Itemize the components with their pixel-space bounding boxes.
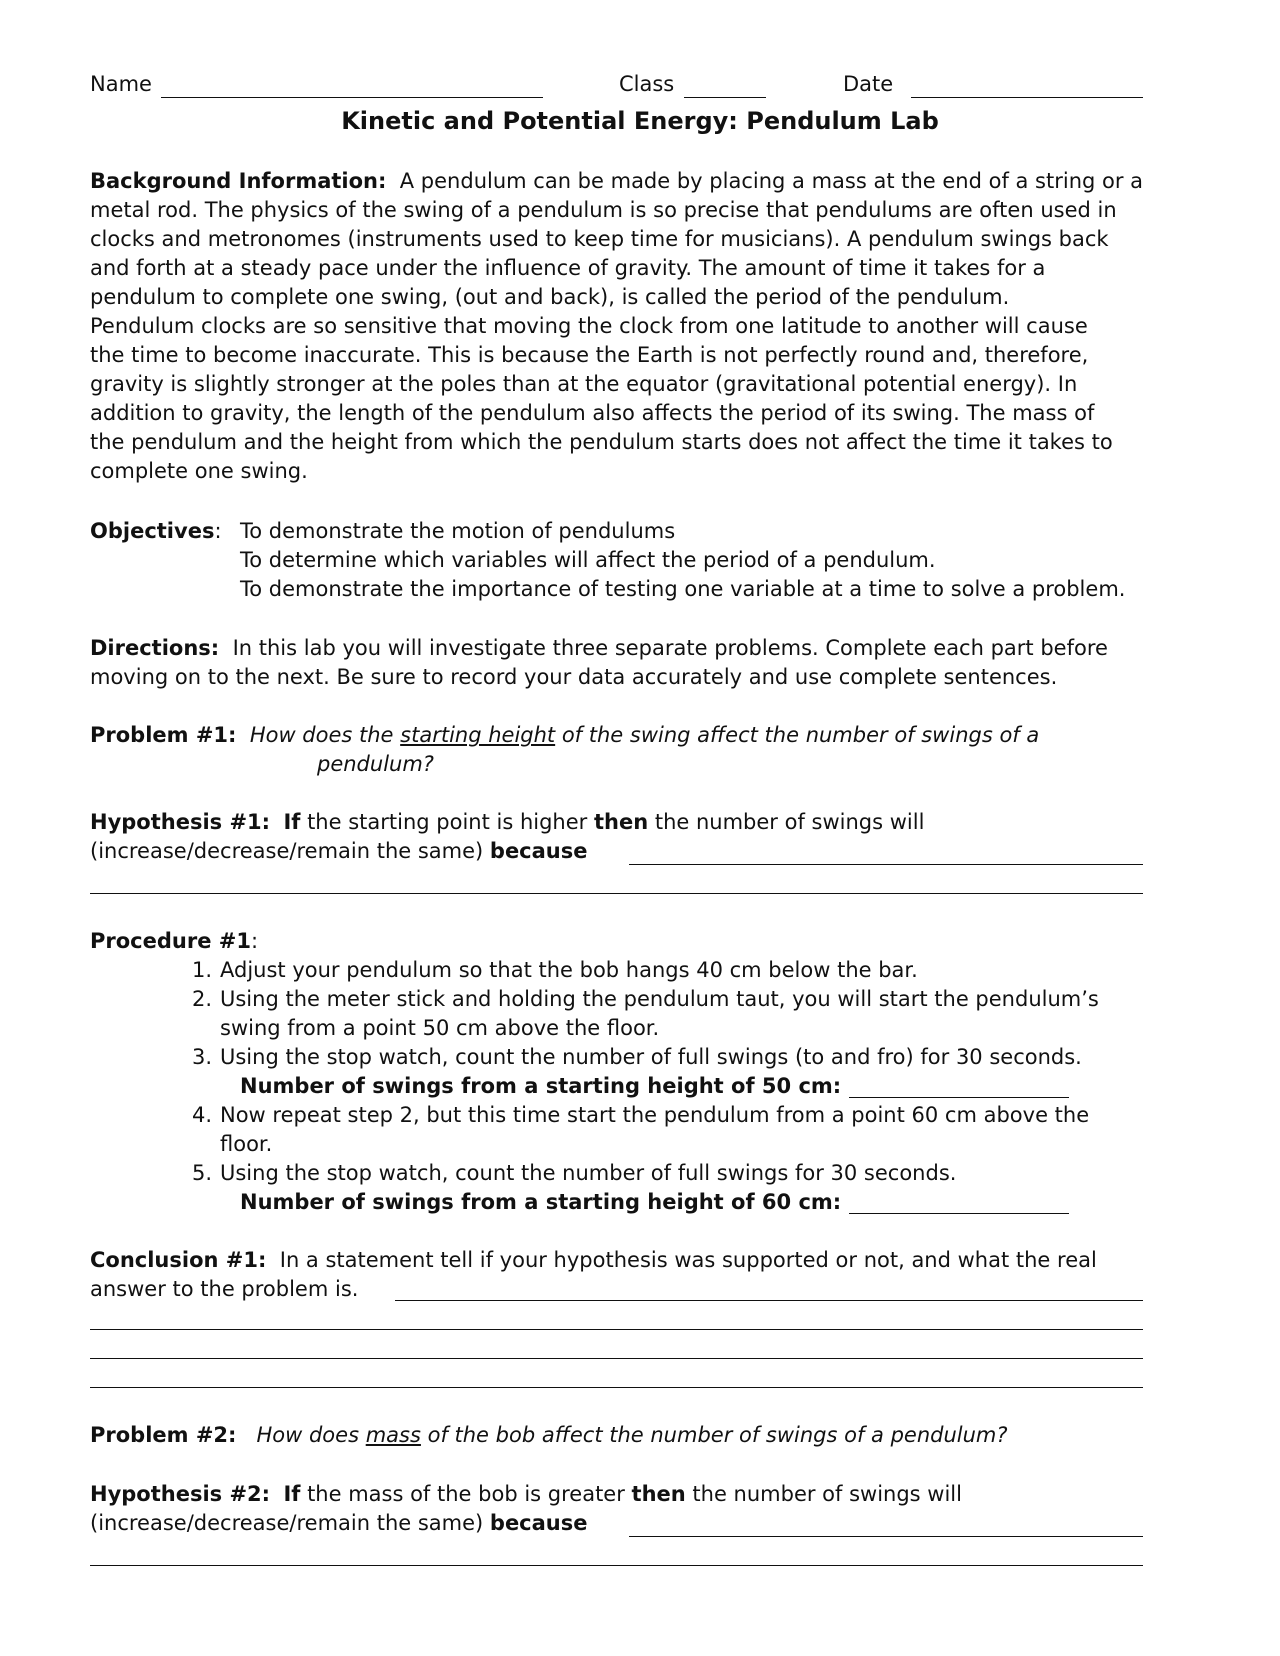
hypothesis-1 [90,808,924,837]
step-number: 5. [191,1161,212,1185]
step-text: Adjust your pendulum so that the bob hangs 40 cm below the bar. [220,958,918,982]
problem-1-question: pendulum? [317,752,434,776]
background-line: addition to gravity, the length of the pendulum also affects the period of its swing. The mass of [90,401,1095,425]
objectives-label: Objectives [90,519,215,543]
hypothesis-1-answer-line[interactable] [629,864,1143,865]
class-field[interactable] [684,97,766,98]
conclusion-1-answer-line[interactable] [90,1358,1143,1359]
background-line: clocks and metronomes (instruments used to keep time for musicians). A pendulum swings back [90,227,1109,251]
background-line: pendulum to complete one swing, (out and back), is called the period of the pendulum. [90,285,1010,309]
conclusion-1-label: Conclusion #1: [90,1248,267,1272]
problem-2-label: Problem #2: [90,1423,237,1447]
hypothesis-1-line2 [90,837,588,866]
conclusion-1-answer-line[interactable] [395,1300,1143,1301]
background-label: Background Information: [90,169,387,193]
hypothesis-2 [90,1480,962,1509]
step-text-continued: floor. [220,1132,273,1156]
objectives-heading: Objectives: [90,519,222,543]
hypothesis-2-if: If [283,1482,301,1506]
background-line: Pendulum clocks are so sensitive that moving the clock from one latitude to another will cause [90,314,1088,338]
step-number: 4. [191,1103,212,1127]
problem-1 [90,721,1039,750]
procedure-step [174,1159,956,1188]
hypothesis-2-text: the mass of the bob is greater [300,1482,632,1506]
conclusion-1-text: In a statement tell if your hypothesis was supported or not, and what the real [279,1248,1097,1272]
procedure-step [174,985,1099,1014]
page-title: Kinetic and Potential Energy: Pendulum Lab [341,107,939,135]
problem-1-label: Problem #1: [90,723,237,747]
hypothesis-2-line2 [90,1509,588,1538]
hypothesis-2-because: because [489,1511,588,1535]
procedure-1-heading: Procedure #1: [90,929,259,953]
background-line: gravity is slightly stronger at the poles than at the equator (gravitational potential energy). In [90,372,1078,396]
record-50cm-label: Number of swings from a starting height of 50 cm: [240,1074,842,1098]
step-text: Using the stop watch, count the number of full swings for 30 seconds. [220,1161,957,1185]
problem-1-variable: starting height [400,723,556,747]
background-line: the time to become inaccurate. This is because the Earth is not perfectly round and, therefore, [90,343,1089,367]
hypothesis-1-text: the starting point is higher [300,810,594,834]
conclusion-1 [90,1246,1097,1275]
directions-line: moving on to the next. Be sure to record your data accurately and use complete sentences. [90,665,1058,689]
directions-text: In this lab you will investigate three separate problems. Complete each part before [232,636,1108,660]
step-number: 3. [191,1045,212,1069]
name-field[interactable] [161,97,543,98]
class-label: Class [619,72,675,96]
step-text: Using the meter stick and holding the pendulum taut, you will start the pendulum’s [220,987,1099,1011]
procedure-step [174,1101,1089,1130]
hypothesis-1-text: the number of swings will [648,810,925,834]
step-text-continued: swing from a point 50 cm above the floor. [220,1016,660,1040]
step-number: 2. [191,987,212,1011]
hypothesis-2-answer-line[interactable] [90,1565,1143,1566]
problem-2-question: of the bob affect the number of swings of a pendulum? [420,1423,1008,1447]
hypothesis-2-text: the number of swings will [685,1482,962,1506]
step-text: Using the stop watch, count the number of full swings (to and fro) for 30 seconds. [220,1045,1082,1069]
hypothesis-1-because: because [489,839,588,863]
objective-item: To determine which variables will affect the period of a pendulum. [240,548,936,572]
conclusion-1-text: answer to the problem is. [90,1277,359,1301]
hypothesis-1-options: (increase/decrease/remain the same) [90,839,490,863]
objective-item: To demonstrate the motion of pendulums [240,519,676,543]
hypothesis-1-answer-line[interactable] [90,893,1143,894]
name-label: Name [90,72,152,96]
background-line: the pendulum and the height from which the pendulum starts does not affect the time it takes to [90,430,1113,454]
background-line: and forth at a steady pace under the influence of gravity. The amount of time it takes for a [90,256,1046,280]
step-number: 1. [191,958,212,982]
record-50cm-field[interactable] [849,1097,1069,1098]
hypothesis-1-if: If [283,810,301,834]
problem-2-variable: mass [365,1423,421,1447]
conclusion-1-answer-line[interactable] [90,1387,1143,1388]
problem-2 [90,1421,1008,1450]
procedure-1-label: Procedure #1 [90,929,251,953]
background-line: metal rod. The physics of the swing of a pendulum is so precise that pendulums are often used in [90,198,1117,222]
hypothesis-2-options: (increase/decrease/remain the same) [90,1511,490,1535]
hypothesis-2-answer-line[interactable] [629,1536,1143,1537]
background-text: A pendulum can be made by placing a mass at the end of a string or a [399,169,1144,193]
hypothesis-1-then: then [593,810,649,834]
conclusion-1-answer-line[interactable] [90,1329,1143,1330]
problem-2-question: How does [256,1423,366,1447]
record-60cm-label: Number of swings from a starting height of 60 cm: [240,1190,842,1214]
step-text: Now repeat step 2, but this time start the pendulum from a point 60 cm above the [220,1103,1090,1127]
problem-1-question: of the swing affect the number of swings of a [555,723,1040,747]
record-60cm-field[interactable] [849,1213,1069,1214]
directions-line [90,634,1108,663]
hypothesis-2-then: then [631,1482,686,1506]
date-label: Date [843,72,894,96]
hypothesis-2-label: Hypothesis #2: [90,1482,271,1506]
date-field[interactable] [911,97,1143,98]
directions-label: Directions: [90,636,220,660]
problem-1-question: How does the [249,723,401,747]
procedure-step [174,956,918,985]
hypothesis-1-label: Hypothesis #1: [90,810,271,834]
background-line: complete one swing. [90,459,308,483]
objective-item: To demonstrate the importance of testing one variable at a time to solve a problem. [240,577,1126,601]
procedure-step [174,1043,1082,1072]
background-line [90,167,1143,196]
